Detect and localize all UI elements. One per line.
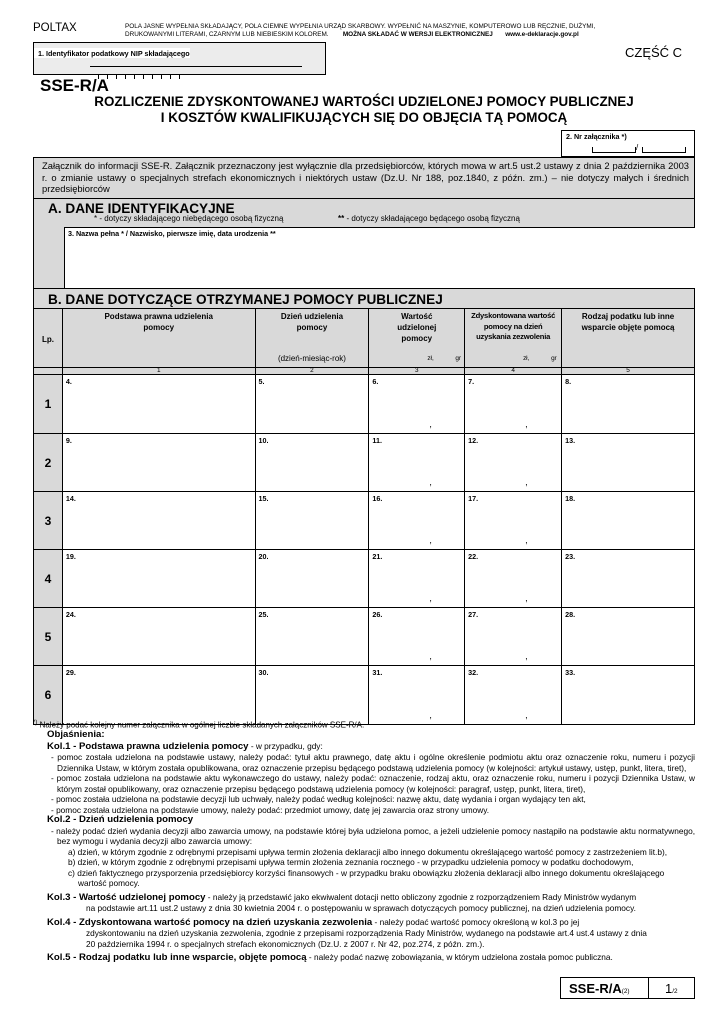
col4-label: Zdyskontowana wartość pomocy na dzień uzyskania zezwolenia — [471, 311, 556, 341]
kol3-text-1: - należy ją przedstawić jako ekwiwalent dotacji netto obliczony zgodnie z rozporządzeniem Rady Ministrów wydanym — [205, 891, 637, 902]
aid-field-col4[interactable] — [465, 666, 562, 725]
row-number: 5 — [34, 608, 63, 666]
aid-field-col3[interactable] — [369, 550, 465, 608]
decimal-comma: , — [429, 710, 432, 720]
colnum-3: 3 — [369, 368, 465, 375]
kol1-item-executive-act: - pomoc została udzielona na podstawie aktu wykonawczego do ustawy, należy podać: oznaczenie, rodzaj aktu, oraz oznaczenie roku, numeru i pozycji Dziennika Ustaw, w którym został opublikowany, oraz oznaczenie przepisu będącego podstawą udzielenia pomocy (w kolejności: paragraf, ustęp, punkt, litera, tiret), — [51, 773, 695, 794]
field-number: 32. — [468, 668, 479, 677]
field-number: 4. — [65, 377, 72, 386]
aid-rows — [34, 375, 695, 725]
title-line-1: ROZLICZENIE ZDYSKONTOWANEJ WARTOŚCI UDZIELONEJ POMOCY PUBLICZNEJ — [94, 94, 634, 109]
aid-field-col2[interactable] — [255, 608, 369, 666]
explanations-heading: Objaśnienia: — [47, 729, 105, 740]
section-a-title: A. DANE IDENTYFIKACYJNE — [48, 201, 235, 216]
section-b-header — [33, 289, 695, 309]
header-col5 — [562, 309, 695, 368]
colnum-5: 5 — [562, 368, 695, 375]
section-a — [33, 199, 695, 289]
attachment-number-field[interactable] — [561, 130, 695, 157]
col3-unit-gr: gr — [455, 355, 462, 362]
field-number: 11. — [372, 436, 382, 445]
colnum-lp — [34, 368, 63, 375]
attachment-number-slot — [592, 147, 636, 153]
field-number: 26. — [372, 610, 383, 619]
aid-field-col3[interactable] — [369, 666, 465, 725]
aid-field-col5[interactable] — [562, 492, 695, 550]
intro-box — [33, 157, 695, 199]
col1-label: Podstawa prawna udzielenia pomocy — [104, 312, 213, 332]
field-number: 31. — [372, 668, 383, 677]
aid-field-col5[interactable] — [562, 434, 695, 492]
section-b-title: B. DANE DOTYCZĄCE OTRZYMANEJ POMOCY PUBLICZNEJ — [48, 292, 443, 307]
col2-date-format: (dzień-miesiąc-rok) — [277, 354, 346, 363]
field-number: 17. — [468, 494, 479, 503]
aid-field-col4[interactable] — [465, 608, 562, 666]
field-number: 13. — [565, 436, 576, 445]
instruction-line-1: POLA JASNE WYPEŁNIA SKŁADAJĄCY, POLA CIEMNE WYPEŁNIA URZĄD SKARBOWY. WYPEŁNIĆ NA MASZYNIE, KOMPUTEROWO LUB RĘCZNIE, DUŻYMI, — [125, 23, 596, 30]
decimal-comma: , — [525, 651, 528, 661]
row-number: 4 — [34, 550, 63, 608]
aid-field-col2[interactable] — [255, 550, 369, 608]
aid-field-col5[interactable] — [562, 375, 695, 434]
kol2-item-a: a) dzień, w którym zgodnie z odrębnymi przepisami upływa termin złożenia deklaracji albo innego dokumentu określającego wartość pomocy z zastrzeżeniem lit.b), — [68, 846, 668, 857]
aid-row-4 — [34, 550, 695, 608]
colnum-1: 1 — [62, 368, 255, 375]
aid-field-col2[interactable] — [255, 375, 369, 434]
kol2-title: Kol.2 - Dzień udzielenia pomocy — [47, 814, 194, 825]
field-number: 27. — [468, 610, 479, 619]
col3-label: Wartość udzielonej pomocy — [397, 312, 437, 343]
kol3-text-2: na podstawie art.11 ust.2 ustawy z dnia 30 kwietnia 2004 r. o postępowaniu w sprawach dotyczących pomocy publicznej, na dzień udzielenia pomocy. — [86, 903, 636, 913]
footer-box — [560, 977, 695, 999]
header-col4 — [465, 309, 562, 368]
aid-field-col4[interactable] — [465, 550, 562, 608]
section-a-note-legal-entity: * - dotyczy składającego niebędącego osobą fizyczną — [94, 214, 284, 223]
kol1-intro: - w przypadku, gdy: — [248, 740, 323, 751]
attachment-slash: / — [636, 143, 639, 152]
intro-text: Załącznik do informacji SSE-R. Załącznik przeznaczony jest wyłącznie dla przedsiębiorców, których mowa w art.5 ust.2 ustawy z dnia 2 października 2003 r. o zmianie ustawy o specjalnych strefach ekonomicznych i niektórych ustaw (Dz.U. Nr 188, poz.1840, z późn. zm.) – nie dotyczy małych i średnich przedsiębiorców — [42, 160, 689, 194]
aid-field-col4[interactable] — [465, 375, 562, 434]
decimal-comma: , — [525, 535, 528, 545]
aid-field-col2[interactable] — [255, 492, 369, 550]
field-number: 33. — [565, 668, 576, 677]
row-number: 2 — [34, 434, 63, 492]
row-number: 1 — [34, 375, 63, 434]
e-deklaracje-url[interactable]: www.e-deklaracje.gov.pl — [505, 31, 579, 38]
decimal-comma: , — [525, 477, 528, 487]
kol1-item-law: - pomoc została udzielona na podstawie ustawy, należy podać: tytuł aktu prawnego, datę aktu i ogólne określenie podmiotu aktu oraz oznaczenie roku, numeru i pozycji Dziennika Ustaw, w którym została opublikowana, oraz oznaczenie przepisu będącego podstawą udzielenia pomocy (w kolejności: artykuł ustawy, ustęp, punkt, litera, tiret), — [51, 752, 695, 773]
form-title — [33, 94, 695, 126]
field-number: 10. — [258, 436, 269, 445]
field-number: 9. — [65, 436, 72, 445]
col4-unit-zl: zł, — [523, 354, 529, 362]
footer-divider — [648, 978, 649, 999]
aid-field-col3[interactable] — [369, 608, 465, 666]
field-number: 19. — [65, 552, 76, 561]
footnote-text: Należy podać kolejny numer załącznika w ogólnej liczbie składanych załączników SSE-R/A. — [37, 720, 365, 730]
field-number: 7. — [468, 377, 475, 386]
aid-row-2 — [34, 434, 695, 492]
double-asterisk: ** — [338, 214, 345, 223]
field-number: 25. — [258, 610, 269, 619]
kol2-item-b: b) dzień, w którym zgodnie z odrębnymi przepisami upływa termin złożenia zeznania rocznego - w przypadku udzielenia pomocy w podatku dochodowym, — [68, 857, 634, 867]
aid-row-6 — [34, 666, 695, 725]
full-name-field[interactable] — [64, 227, 695, 288]
field-number: 30. — [258, 668, 269, 677]
lp-label: Lp. — [41, 335, 54, 344]
aid-field-col3[interactable] — [369, 492, 465, 550]
kol1-title: Kol.1 - Podstawa prawna udzielenia pomocy — [47, 740, 249, 752]
kol5-title: Kol.5 - Rodzaj podatku lub inne wsparcie, objęte pomocą — [47, 952, 307, 963]
nip-digit-marks — [90, 61, 302, 67]
kol2-intro: - należy podać dzień wydania decyzji albo zawarcia umowy, na podstawie której była udzielona pomoc, a jeżeli udzielenie pomocy nastąpiło na podstawie aktu normatywnego, bez wymogu i wydania decyzji albo zawarcia umowy: — [51, 825, 695, 846]
aid-field-col3[interactable] — [369, 375, 465, 434]
col5-label: Rodzaj podatku lub inne wsparcie objęte pomocą — [581, 312, 675, 332]
row-number: 6 — [34, 666, 63, 725]
footer-page-total: /2 — [672, 988, 678, 995]
attachment-number-label: 2. Nr załącznika *) — [566, 132, 627, 141]
decimal-comma: , — [525, 710, 528, 720]
footer-form-version: (2) — [621, 988, 630, 995]
aid-field-col1[interactable] — [62, 550, 255, 608]
fill-instructions — [125, 23, 685, 39]
header-col3 — [369, 309, 465, 368]
kol1-item-decision: - pomoc została udzielona na podstawie decyzji lub uchwały, należy podać według kolejności: nazwę aktu, datę wydania i organ wydający ten akt, — [51, 794, 586, 804]
colnum-2: 2 — [255, 368, 369, 375]
aid-row-5 — [34, 608, 695, 666]
col2-label: Dzień udzielenia pomocy — [280, 312, 344, 332]
field-number: 12. — [468, 436, 479, 445]
aid-field-col1[interactable] — [62, 666, 255, 725]
decimal-comma: , — [525, 419, 528, 429]
kol5-text: - należy podać nazwę zobowiązania, w którym udzielona została pomoc publiczna. — [306, 952, 613, 962]
kol2-item-c: c) dzień faktycznego przysporzenia przedsiębiorcy korzyści finansowych - w przypadku braku obowiązku złożenia deklaracji albo innego dokumentu określającego wartość pomocy. — [68, 867, 665, 888]
kol3-title: Kol.3 - Wartość udzielonej pomocy — [47, 891, 206, 903]
aid-field-col5[interactable] — [562, 550, 695, 608]
kol4-text-2: zdyskontowaniu na dzień uzyskania zezwolenia, zgodnie z przepisami rozporządzenia Rady Ministrów, wydanego na podstawie art.4 ust.4 ustawy z dnia — [86, 928, 647, 938]
decimal-comma: , — [429, 419, 432, 429]
col3-unit-zl: zł, — [427, 355, 434, 362]
field-number: 15. — [258, 494, 269, 503]
decimal-comma: , — [429, 477, 432, 487]
aid-field-col1[interactable] — [62, 492, 255, 550]
attachment-total-slot — [642, 147, 686, 153]
field-number: 6. — [372, 377, 379, 386]
aid-field-col5[interactable] — [562, 666, 695, 725]
electronic-note: MOŻNA SKŁADAĆ W WERSJI ELEKTRONICZNEJ — [342, 31, 493, 38]
aid-field-col5[interactable] — [562, 608, 695, 666]
header-col2 — [255, 309, 369, 368]
field-number: 5. — [258, 377, 265, 386]
footer-page-number: 1 — [665, 981, 673, 996]
decimal-comma: , — [429, 593, 432, 603]
kol1-item-contract: - pomoc została udzielona na podstawie umowy, należy podać: przedmiot umowy, datę jej zawarcia oraz strony umowy. — [51, 804, 490, 815]
aid-field-col1[interactable] — [62, 375, 255, 434]
aid-row-3 — [34, 492, 695, 550]
field-number: 8. — [565, 377, 572, 386]
field-number: 18. — [565, 494, 576, 503]
nip-label: 1. Identyfikator podatkowy NIP składającego — [34, 48, 190, 58]
footer-form-code: SSE-R/A — [569, 981, 622, 996]
aid-table — [33, 308, 695, 725]
aid-row-1 — [34, 375, 695, 434]
aid-field-col2[interactable] — [255, 434, 369, 492]
kol4-title: Kol.4 - Zdyskontowana wartość pomocy na dzień uzyskania zezwolenia — [47, 916, 373, 928]
footnote-mark: *) — [33, 720, 38, 726]
full-name-label: 3. Nazwa pełna * / Nazwisko, pierwsze imię, data urodzenia ** — [68, 229, 276, 238]
field-number: 22. — [468, 552, 479, 561]
part-label: CZĘŚĆ C — [625, 45, 683, 60]
field-number: 21. — [372, 552, 383, 561]
field-number: 24. — [65, 610, 76, 619]
decimal-comma: , — [525, 593, 528, 603]
field-number: 29. — [65, 668, 76, 677]
section-a-note-natural-person: - dotyczy składającego będącego osobą fizyczną — [344, 214, 520, 223]
aid-field-col1[interactable] — [62, 434, 255, 492]
field-number: 20. — [258, 552, 269, 561]
explanations — [33, 730, 695, 964]
poltax-label: POLTAX — [33, 22, 77, 34]
colnum-4: 4 — [465, 368, 562, 375]
aid-field-col4[interactable] — [465, 492, 562, 550]
instruction-line-2: DRUKOWANYMI LITERAMI, CZARNYM LUB NIEBIESKIM KOLOREM. — [125, 31, 329, 38]
decimal-comma: , — [429, 651, 432, 661]
field-number: 23. — [565, 552, 576, 561]
decimal-comma: , — [429, 535, 432, 545]
field-number: 16. — [372, 494, 383, 503]
kol4-text-3: 20 października 1994 r. o specjalnych strefach ekonomicznych (Dz.U. z 2007 r. Nr 42, poz.274, z późn. zm.). — [86, 938, 485, 949]
field-number: 14. — [65, 494, 76, 503]
title-line-2: I KOSZTÓW KWALIFIKUJĄCYCH SIĘ DO OBJĘCIA TĄ POMOCĄ — [160, 110, 568, 125]
form-code: SSE-R/A — [40, 76, 109, 95]
aid-field-col3[interactable] — [369, 434, 465, 492]
aid-field-col2[interactable] — [255, 666, 369, 725]
row-number: 3 — [34, 492, 63, 550]
header-col1 — [62, 309, 255, 368]
nip-field[interactable] — [33, 42, 326, 75]
col4-unit-gr: gr — [551, 354, 557, 362]
aid-field-col4[interactable] — [465, 434, 562, 492]
kol4-text-1: - należy podać wartość pomocy określoną w kol.3 po jej — [372, 916, 580, 927]
header-lp — [34, 309, 63, 368]
aid-field-col1[interactable] — [62, 608, 255, 666]
field-number: 28. — [565, 610, 576, 619]
